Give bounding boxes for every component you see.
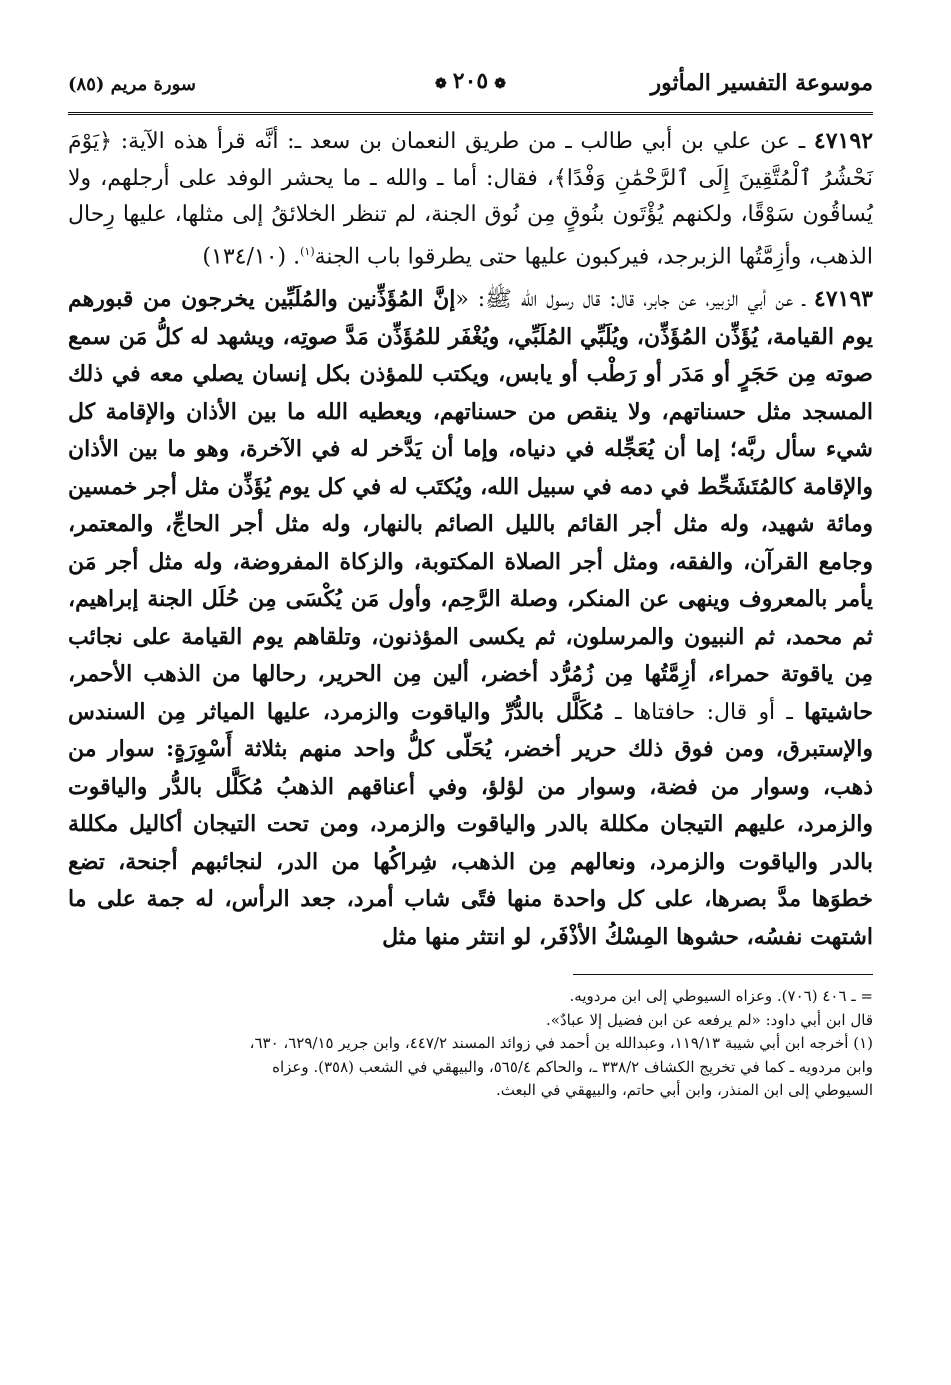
surah-title: سورة مريم (٨٥) <box>68 74 196 95</box>
footnote-line: السيوطي إلى ابن المنذر، وابن أبي حاتم، والبيهقي في البعث. <box>495 1081 873 1100</box>
footnote-ref: (١) <box>300 244 315 258</box>
hadith-number: ٤٧١٩٢ <box>813 128 874 154</box>
book-title: موسوعة التفسير المأثور <box>650 70 873 96</box>
hadith-ref: . (١٣٤/١٠) <box>202 243 301 269</box>
hadith-intro: ـ عن أبي الزبير، عن جابر، قال: قال رسول الله ﷺ: « <box>455 287 805 313</box>
ornament-icon: ❁ <box>494 76 506 92</box>
hadith-text-continued: مُكَلَّل بالدُّرِّ والياقوت والزمرد، عليها المياثر مِن السندس والإستبرق، ومن فوق ذلك حرير أخضر، يُحَلّى كلُّ واحد منهم بثلاثة أَسْوِرَةٍ: سوار من ذهب، وسوار من فضة، وسوار من لؤلؤ، وفي أعناقهم الذهبُ مُكَلَّل بالدُّر والياقوت والزمرد، عليهم التيجان مكللة بالدر والياقوت والزمرد، ومن تحت التيجان أكاليل مكللة بالدر والياقوت والزمرد، ونعالهم مِن الذهب، شِراكُها من الدر، لنجائبهم أجنحة، تضع خطوَها مدَّ بصرها، على كل واحدة منها فتًى شاب أمرد، جعد الرأس، له جمة على ما اشتهت نفسُه، حشوها المِسْكُ الأذْفَر، لو انتثر منها مثل <box>68 698 873 950</box>
footnotes <box>68 985 873 1103</box>
footnote-rule <box>573 974 873 975</box>
hadith-aside: ـ أو قال: حافتاها ـ <box>603 699 805 725</box>
ornament-icon: ❁ <box>435 76 447 92</box>
hadith-entry <box>68 281 873 956</box>
page-number: ٢٠٥ <box>452 68 489 94</box>
footnote-line: (١) أخرجه ابن أبي شيبة ١١٩/١٣، وعبدالله بن أحمد في زوائد المسند ٤٤٧/٢، وابن جرير ٦٢٩/١٥، ٦٣٠، <box>249 1034 873 1053</box>
hadith-number: ٤٧١٩٣ <box>813 286 873 313</box>
page <box>68 66 873 1103</box>
footnote-line: وابن مردويه ـ كما في تخريج الكشاف ٣٣٨/٢ ـ، والحاكم ٥٦٥/٤، والبيهقي في الشعب (٣٥٨). وعزاه <box>272 1057 873 1076</box>
hadith-text: إنَّ المُؤَذِّنين والمُلَبِّين يخرجون من قبورهم يوم القيامة، يُؤَذِّن المُؤَذِّن، ويُلَبِّي المُلَبِّي، ويُغْفَر للمُؤَذِّن مَدَّ صوتِه، ويشهد له كلُّ مَن سمع صوته مِن حَجَرٍ أو مَدَر أو رَطْب أو يابس، ويكتب للمؤذن بكل إنسان يصلي معه في ذلك المسجد مثل حسناتهم، ولا ينقص من حسناتهم، ويعطيه الله ما بين الأذان والإقامة كل شيء سأل ربَّه؛ إما أن يُعَجِّله في دنياه، وإما أن يَدَّخر له في الآخرة، وهو ما بين الأذان والإقامة كالمُتَشَحِّط في دمه في سبيل الله، ويُكتَب له في كل يوم يُؤَذِّن مثل أجر خمسين ومائة شهيد، وله مثل أجر القائم بالليل الصائم بالنهار، وله مثل أجر الحاجِّ، والمعتمر، وجامع القرآن، والفقه، ومثل أجر الصلاة المكتوبة، والزكاة المفروضة، وله مثل أجر مَن يأمر بالمعروف وينهى عن المنكر، وصلة الرَّحِم، وأول مَن يُكْسَى مِن حُلَل الجنة إبراهيم، ثم محمد، ثم النبيون والمرسلون، ثم يكسى المؤذنون، وتلقاهم يوم القيامة على نجائب مِن ياقوتة حمراء، أزِمَّتُها مِن زُمُرُّد أخضر، ألين مِن الحرير، رحالها من الذهب الأحمر، حاشيتها <box>68 286 874 725</box>
header-rule <box>68 112 873 115</box>
main-text <box>68 123 873 956</box>
hadith-entry <box>68 123 873 275</box>
page-header <box>68 66 873 110</box>
hadith-text: ـ عن علي بن أبي طالب ـ من طريق النعمان بن سعد ـ: أنَّه قرأ هذه الآية: ﴿يَوْمَ نَحْشُرُ ٱلْمُتَّقِينَ إِلَى ٱلرَّحْمَٰنِ وَفْدًا﴾، فقال: أما ـ والله ـ ما يحشر الوفد على أرجلهم، ولا يُساقُون سَوْقًا، ولكنهم يُؤْتَون بنُوقٍ مِن نُوق الجنة، لم تنظر الخلائقُ إلى مثلها، عليها رِحال الذهب، وأزِمَّتُها الزبرجد، فيركبون عليها حتى يطرقوا باب الجنة <box>68 129 873 269</box>
footnote-line: قال ابن أبي داود: «لم يرفعه عن ابن فضيل إلا عبادٌ». <box>546 1010 873 1029</box>
footnote-line: = ـ ٤٠٦ (٧٠٦). وعزاه السيوطي إلى ابن مردويه. <box>569 987 873 1006</box>
